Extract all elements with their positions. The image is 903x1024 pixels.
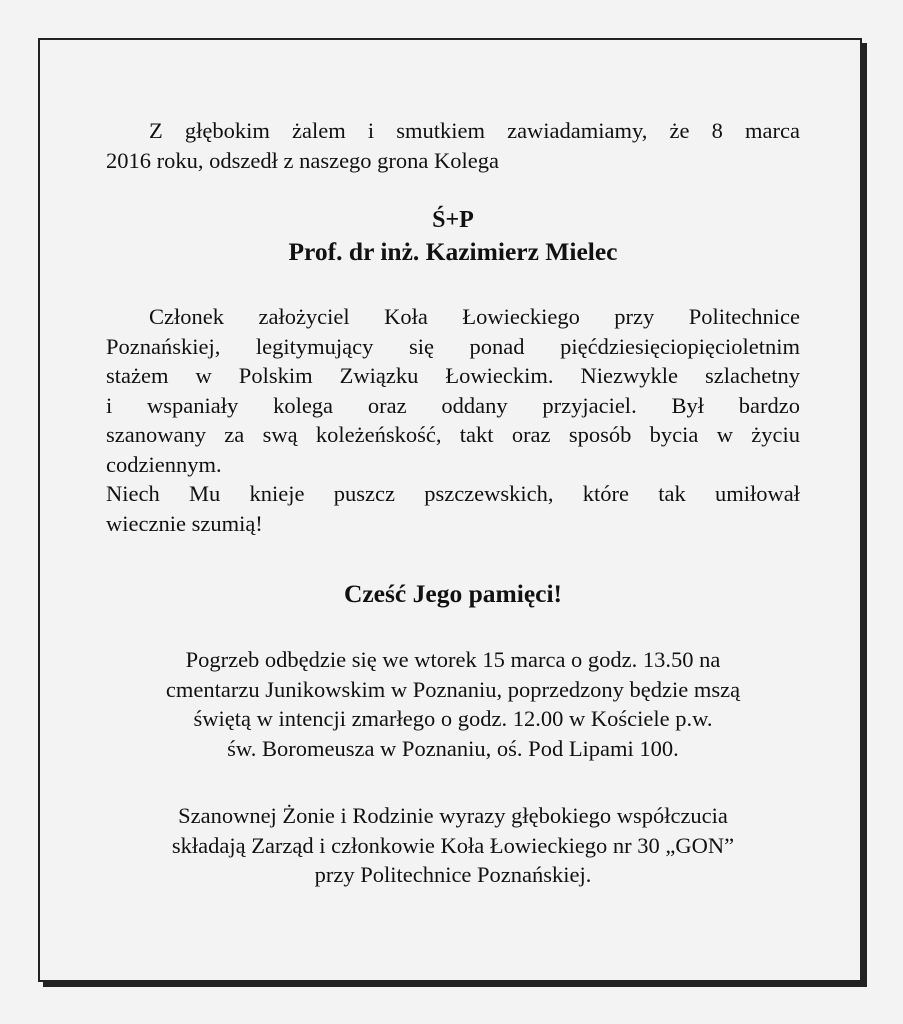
deceased-heading [106,204,800,268]
honor-text: Cześć Jego pamięci! [343,579,563,608]
wish-line-1: Niech Mu knieje puszcz pszczewskich, które tak umiłował [106,481,800,506]
intro-paragraph [106,116,800,175]
bio-paragraph [106,302,800,538]
funeral-paragraph [106,645,800,763]
condolence-paragraph [106,801,800,890]
bio-line-3: stażem w Polskim Związku Łowieckim. Niezwykle szlachetny [106,363,800,388]
symbol-sp: Ś+P [432,207,474,233]
wish-line-2: wiecznie szumią! [106,510,263,536]
bio-line-6: codziennym. [106,451,222,477]
honor-heading [106,578,800,610]
condolence-line-1: Szanownej Żonie i Rodzinie wyrazy głębokiego współczucia [178,803,728,828]
bio-line-1: Członek założyciel Koła Łowieckiego przy Politechnice [149,304,800,329]
intro-line-2: 2016 roku, odszedł z naszego grona Kolega [106,147,500,173]
condolence-line-3: przy Politechnice Poznańskiej. [314,862,592,887]
deceased-name: Prof. dr inż. Kazimierz Mielec [288,237,618,266]
funeral-line-3: świętą w intencji zmarłego o godz. 12.00 w Kościele p.w. [193,706,713,731]
funeral-line-2: cmentarzu Junikowskim w Poznaniu, poprzedzony będzie mszą [165,676,741,702]
bio-line-5: szanowany za swą koleżeńskość, takt oraz sposób bycia w życiu [106,422,800,447]
funeral-line-1: Pogrzeb odbędzie się we wtorek 15 marca o godz. 13.50 na [185,647,721,672]
bio-line-2: Poznańskiej, legitymujący się ponad pięćdziesięciopięcioletnim [106,333,800,359]
intro-line-1: Z głębokim żalem i smutkiem zawiadamiamy, że 8 marca [149,118,800,143]
notice-frame [38,38,862,982]
condolence-line-2: składają Zarząd i członkowie Koła Łowieckiego nr 30 „GON” [171,832,735,858]
funeral-line-4: św. Boromeusza w Poznaniu, oś. Pod Lipami 100. [227,735,679,761]
bio-line-4: i wspaniały kolega oraz oddany przyjaciel. Był bardzo [106,392,800,418]
